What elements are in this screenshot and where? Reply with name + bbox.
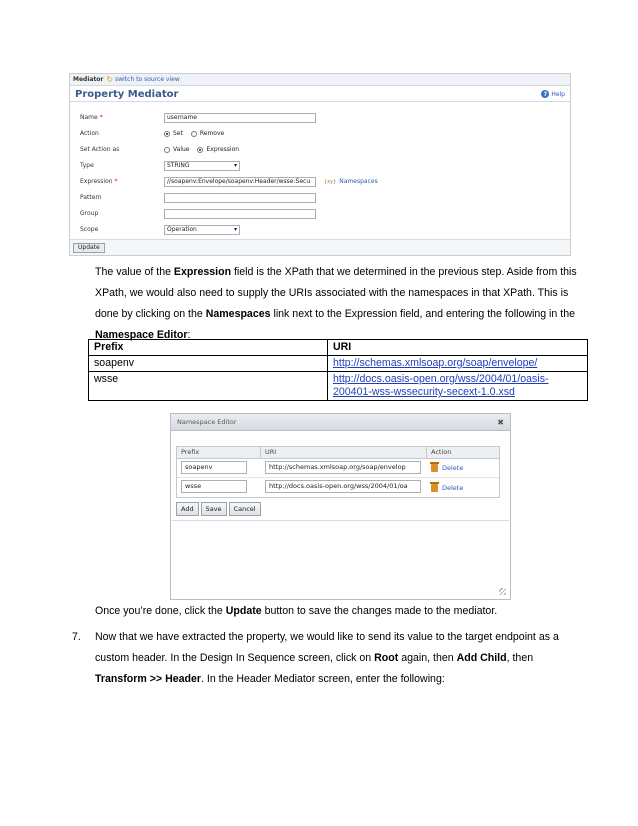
scope-label: Scope (80, 226, 99, 233)
switch-view-icon[interactable]: ↻ (106, 74, 114, 84)
name-input[interactable]: username (164, 113, 316, 123)
namespaces-link[interactable]: Namespaces (339, 178, 378, 185)
namespace-editor-titlebar (171, 414, 510, 431)
action-label: Action (80, 130, 99, 137)
namespace-grid (176, 446, 500, 498)
delete-link[interactable]: Delete (442, 483, 464, 492)
prefix-input[interactable]: wsse (181, 480, 247, 493)
prefix-header: Prefix (89, 340, 328, 356)
expression-radio[interactable] (197, 147, 203, 153)
delete-link[interactable]: Delete (442, 464, 464, 472)
mediator-titlebar (70, 87, 570, 102)
editor-button-bar (176, 502, 261, 516)
chevron-down-icon: ▾ (233, 225, 237, 233)
type-label: Type (80, 162, 94, 169)
namespace-editor-title: Namespace Editor (177, 418, 237, 426)
add-button[interactable]: Add (176, 502, 199, 516)
switch-to-source-view-link[interactable]: switch to source view (115, 76, 180, 83)
update-bar (70, 239, 570, 255)
pattern-label: Pattern (80, 194, 102, 201)
update-button[interactable]: Update (73, 243, 105, 253)
cancel-button[interactable]: Cancel (229, 502, 261, 516)
namespace-table (88, 339, 588, 401)
value-option[interactable]: Value (164, 146, 189, 153)
close-icon[interactable]: ✖ (497, 417, 504, 427)
paragraph-expression: The value of the Expression field is the XPath that we determined in the previous step. Aside from this XPath, we would also need to supply the URIs associated with the namespaces in that XPath. This is done by clicking on the Namespaces link next to the Expression field, and entering the following in the Namespace Editor: (95, 266, 577, 341)
grid-prefix-header: Prefix (177, 447, 261, 458)
prefix-cell: soapenv (89, 356, 328, 372)
help-link[interactable]: Help (551, 90, 565, 98)
prefix-input[interactable]: soapenv (181, 461, 247, 474)
step-number: 7. (72, 631, 81, 643)
required-mark: * (99, 114, 103, 121)
namespace-editor-screenshot (170, 413, 511, 600)
mediator-label: Mediator (73, 76, 104, 83)
pattern-input[interactable] (164, 193, 316, 203)
expression-label: Expression (80, 178, 113, 185)
xpath-editor-icon[interactable]: {xy} (324, 178, 337, 185)
help-icon[interactable]: ? (541, 90, 549, 98)
uri-link[interactable]: http://docs.oasis-open.org/wss/2004/01/oasis-200401-wss-wssecurity-secext-1.0.xsd (333, 373, 549, 398)
table-row (89, 356, 588, 372)
required-mark: * (114, 178, 118, 185)
table-row (177, 478, 499, 497)
property-mediator-screenshot (69, 73, 571, 256)
paragraph-step-7: Now that we have extracted the property, we would like to send its value to the target endpoint as a custom header. In the Design In Sequence screen, click on Root again, then Add Child, then Transform >> Header. In the Header Mediator screen, enter the following: (95, 631, 559, 685)
table-row (177, 459, 499, 478)
uri-link[interactable]: http://schemas.xmlsoap.org/soap/envelope/ (333, 357, 538, 369)
grid-header (177, 447, 499, 459)
set-action-as-label: Set Action as (80, 146, 120, 153)
uri-header: URI (328, 340, 588, 356)
chevron-down-icon: ▾ (233, 161, 237, 169)
action-set-option[interactable]: Set (164, 130, 183, 137)
type-select[interactable]: STRING ▾ (164, 161, 240, 171)
editor-empty-area (172, 520, 509, 598)
trash-icon[interactable] (431, 484, 438, 492)
uri-input[interactable]: http://schemas.xmlsoap.org/soap/envelop (265, 461, 421, 474)
trash-icon[interactable] (431, 464, 438, 472)
group-input[interactable] (164, 209, 316, 219)
action-remove-option[interactable]: Remove (191, 130, 224, 137)
value-radio[interactable] (164, 147, 170, 153)
expression-input[interactable]: //soapenv:Envelope/soapenv:Header/wsse:Secu (164, 177, 316, 187)
grid-action-header: Action (431, 448, 452, 456)
mediator-title: Property Mediator (75, 88, 179, 100)
uri-cell (328, 372, 588, 401)
name-label: Name (80, 114, 98, 121)
table-header-row (89, 340, 588, 356)
grid-uri-header: URI (261, 447, 427, 458)
action-remove-radio[interactable] (191, 131, 197, 137)
scope-select[interactable]: Operation ▾ (164, 225, 240, 235)
prefix-cell: wsse (89, 372, 328, 401)
expression-option[interactable]: Expression (197, 146, 239, 153)
uri-input[interactable]: http://docs.oasis-open.org/wss/2004/01/oa (265, 480, 421, 493)
mediator-topbar (70, 74, 570, 86)
table-row (89, 372, 588, 401)
save-button[interactable]: Save (201, 502, 227, 516)
uri-cell (328, 356, 588, 372)
group-label: Group (80, 210, 99, 217)
resize-grip-icon[interactable] (499, 588, 506, 595)
paragraph-update: Once you’re done, click the Update button to save the changes made to the mediator. (95, 605, 498, 617)
action-set-radio[interactable] (164, 131, 170, 137)
